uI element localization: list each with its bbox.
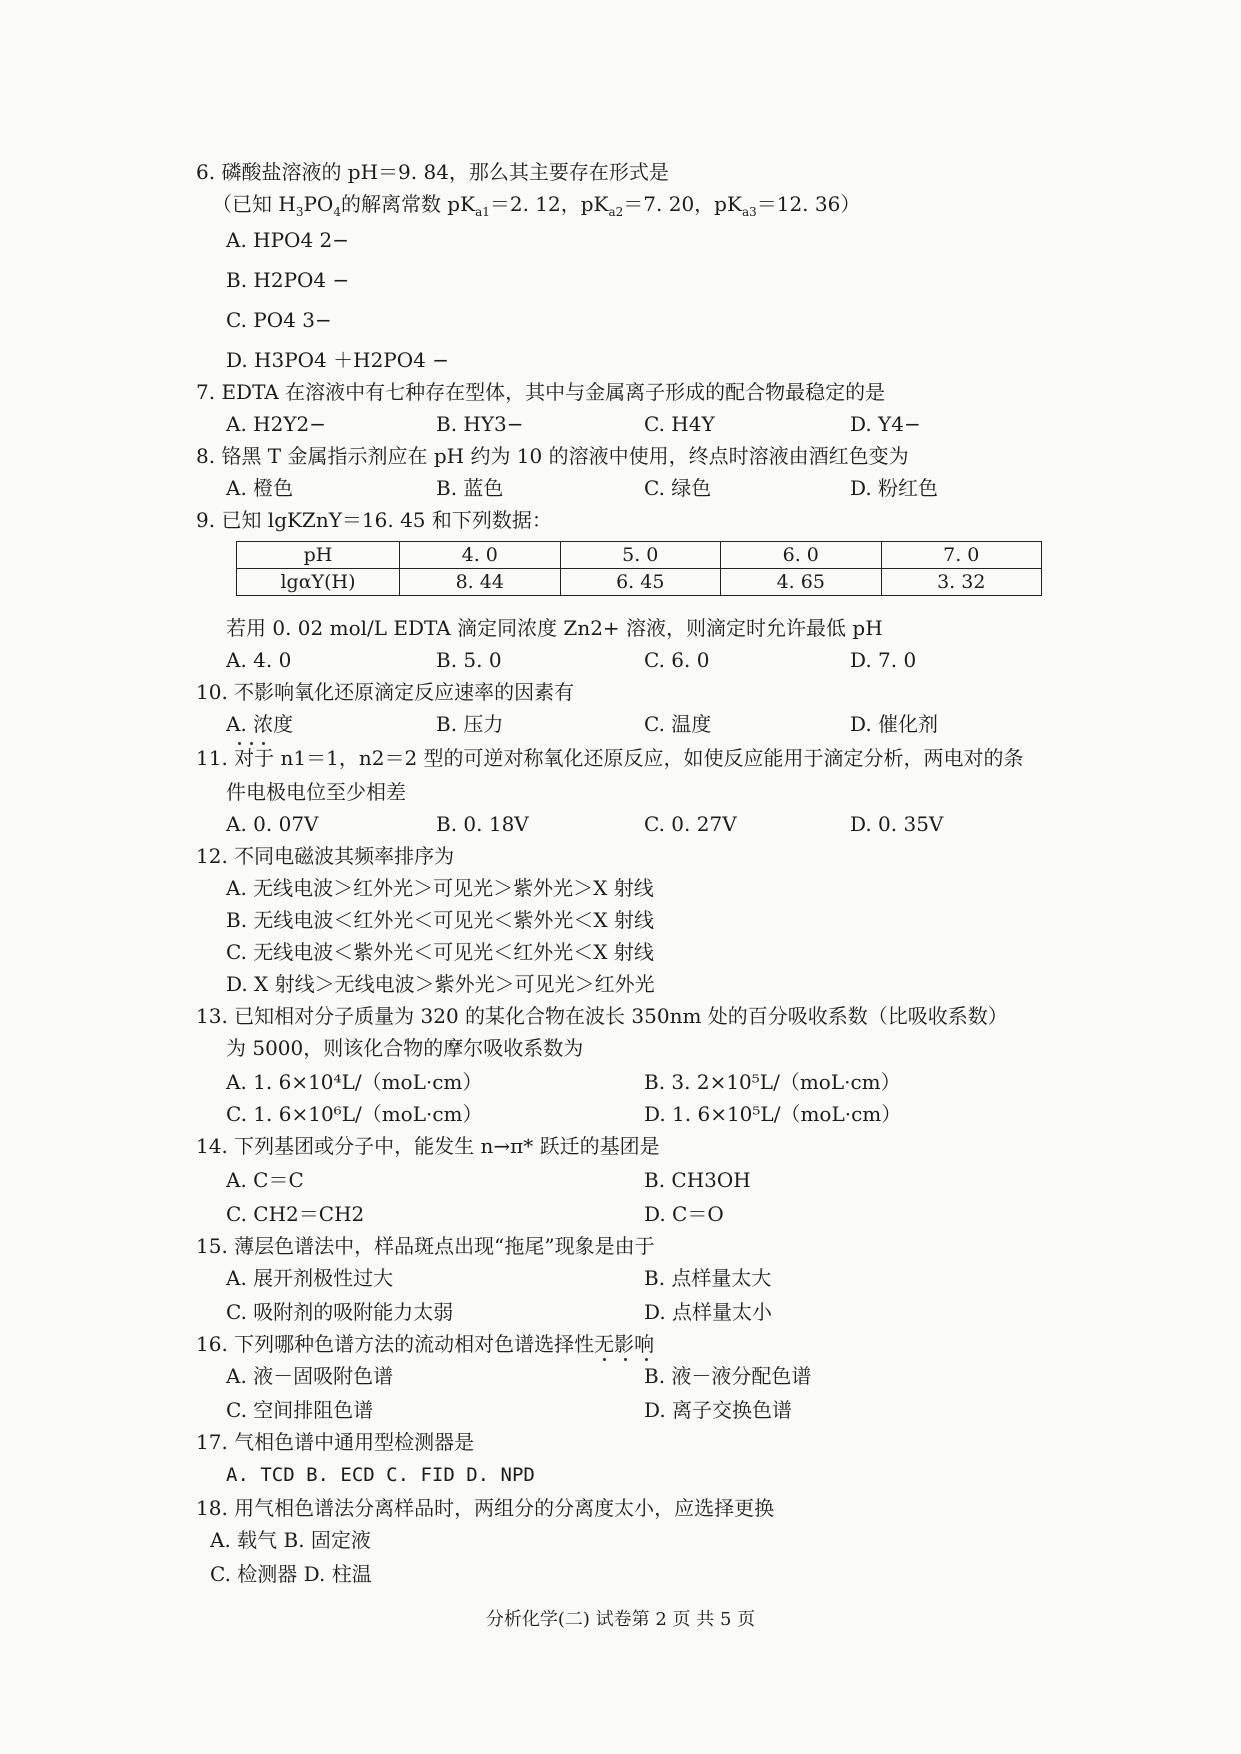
question-8-stem: 8. 铬黑 T 金属指示剂应在 pH 约为 10 的溶液中使用，终点时溶液由酒红色变为: [196, 444, 909, 468]
q10-option-c: C. 温度: [644, 712, 712, 736]
q13-option-c: C. 1. 6×10⁶L/（moL·cm）: [226, 1102, 483, 1126]
q10-option-a: A. 浓度: [226, 712, 294, 736]
q14-option-c: C. CH2＝CH2: [226, 1202, 365, 1226]
table-cell: 6. 0: [721, 542, 882, 569]
q16-option-a: A. 液－固吸附色谱: [226, 1364, 394, 1388]
q6-option-d: D. H3PO4 ＋H2PO4 −: [226, 348, 449, 372]
q14-option-b: B. CH3OH: [644, 1168, 751, 1192]
question-15-stem: 15. 薄层色谱法中，样品斑点出现“拖尾”现象是由于: [196, 1234, 655, 1258]
question-14-stem: 14. 下列基团或分子中，能发生 n→π* 跃迁的基团是: [196, 1134, 660, 1158]
q15-option-b: B. 点样量太大: [644, 1266, 772, 1290]
q10-option-b: B. 压力: [436, 712, 504, 736]
q10-option-d: D. 催化剂: [850, 712, 939, 736]
q11-option-c: C. 0. 27V: [644, 812, 737, 836]
table-cell: 3. 32: [881, 569, 1042, 596]
q8-option-a: A. 橙色: [226, 476, 294, 500]
q16-option-d: D. 离子交换色谱: [644, 1398, 793, 1422]
q12-option-b: B. 无线电波＜红外光＜可见光＜紫外光＜X 射线: [226, 908, 655, 932]
q7-option-c: C. H4Y: [644, 412, 715, 436]
question-18-stem: 18. 用气相色谱法分离样品时，两组分的分离度太小，应选择更换: [196, 1496, 775, 1520]
q11-option-d: D. 0. 35V: [850, 812, 944, 836]
table-cell: 4. 0: [400, 542, 561, 569]
table-row: [237, 542, 1042, 569]
table-cell: 4. 65: [721, 569, 882, 596]
q9-option-d: D. 7. 0: [850, 648, 917, 672]
question-6-hint: （已知 $H_3PO_4$的解离常数 $pK_{a1}=2$. 12，$pK_{a2}=7$. 20，$pK_{a3}=12$. 36）: [212, 192, 861, 219]
q9-followup: 若用 0. 02 mol/L EDTA 滴定同浓度 Zn2+ 溶液，则滴定时允许最低 pH: [226, 616, 883, 640]
question-7-stem: 7. EDTA 在溶液中有七种存在型体，其中与金属离子形成的配合物最稳定的是: [196, 380, 886, 404]
q15-option-c: C. 吸附剂的吸附能力太弱: [226, 1300, 454, 1324]
question-13-stem-2: 为 5000，则该化合物的摩尔吸收系数为: [226, 1036, 584, 1060]
q11-option-b: B. 0. 18V: [436, 812, 529, 836]
q18-options-row1: A. 载气 B. 固定液: [210, 1528, 371, 1552]
question-16-stem: 16. 下列哪种色谱方法的流动相对色谱选择性无影响: [196, 1332, 655, 1356]
q15-option-a: A. 展开剂极性过大: [226, 1266, 394, 1290]
q6-option-b: B. H2PO4 −: [226, 268, 350, 292]
question-10-stem: 10. 不影响氧化还原滴定反应速率的因素有: [196, 680, 575, 704]
table-cell: 6. 45: [560, 569, 721, 596]
q6-option-a: A. HPO4 2−: [226, 228, 350, 252]
q12-option-c: C. 无线电波＜紫外光＜可见光＜红外光＜X 射线: [226, 940, 654, 964]
table-cell: 8. 44: [400, 569, 561, 596]
q12-option-d: D. X 射线＞无线电波＞紫外光＞可见光＞红外光: [226, 972, 655, 996]
q13-option-d: D. 1. 6×10⁵L/（moL·cm）: [644, 1102, 902, 1126]
q7-option-b: B. HY3−: [436, 412, 524, 436]
q7-option-d: D. Y4−: [850, 412, 921, 436]
q9-option-c: C. 6. 0: [644, 648, 710, 672]
question-12-stem: 12. 不同电磁波其频率排序为: [196, 844, 455, 868]
question-13-stem: 13. 已知相对分子质量为 320 的某化合物在波长 350nm 处的百分吸收系数（比吸收系数）: [196, 1004, 1008, 1028]
table-cell: lgαY(H): [237, 569, 400, 596]
q16-option-c: C. 空间排阻色谱: [226, 1398, 374, 1422]
q8-option-d: D. 粉红色: [850, 476, 939, 500]
q12-option-a: A. 无线电波＞红外光＞可见光＞紫外光＞X 射线: [226, 876, 654, 900]
table-cell: 5. 0: [560, 542, 721, 569]
q9-option-a: A. 4. 0: [226, 648, 292, 672]
q8-option-b: B. 蓝色: [436, 476, 504, 500]
q17-options: A. TCD B. ECD C. FID D. NPD: [226, 1464, 535, 1486]
emphasis-dot: [603, 1358, 606, 1361]
q15-option-d: D. 点样量太小: [644, 1300, 773, 1324]
table-row: [237, 569, 1042, 596]
q9-option-b: B. 5. 0: [436, 648, 502, 672]
question-17-stem: 17. 气相色谱中通用型检测器是: [196, 1430, 475, 1454]
page-footer: 分析化学(二) 试卷第 2 页 共 5 页: [485, 1609, 756, 1630]
q13-option-a: A. 1. 6×10⁴L/（moL·cm）: [226, 1070, 483, 1094]
q14-option-d: D. C＝O: [644, 1202, 724, 1226]
q14-option-a: A. C＝C: [226, 1168, 304, 1192]
question-6-stem: 6. 磷酸盐溶液的 pH＝9. 84，那么其主要存在形式是: [196, 160, 669, 184]
q9-data-table: [236, 541, 1042, 596]
q8-option-c: C. 绿色: [644, 476, 712, 500]
question-11-stem-2: 件电极电位至少相差: [226, 780, 406, 804]
question-9-stem: 9. 已知 lgKZnY＝16. 45 和下列数据：: [196, 508, 552, 532]
emphasis-dot: [624, 1358, 627, 1361]
question-11-stem: 11. 对于 n1＝1，n2＝2 型的可逆对称氧化还原反应，如使反应能用于滴定分析，两电对的条: [196, 746, 1024, 770]
q16-option-b: B. 液－液分配色谱: [644, 1364, 812, 1388]
table-cell: pH: [237, 542, 400, 569]
q6-option-c: C. PO4 3−: [226, 308, 332, 332]
q18-options-row2: C. 检测器 D. 柱温: [210, 1562, 372, 1586]
q11-option-a: A. 0. 07V: [226, 812, 319, 836]
q7-option-a: A. H2Y2−: [226, 412, 327, 436]
q13-option-b: B. 3. 2×10⁵L/（moL·cm）: [644, 1070, 901, 1094]
table-cell: 7. 0: [881, 542, 1042, 569]
